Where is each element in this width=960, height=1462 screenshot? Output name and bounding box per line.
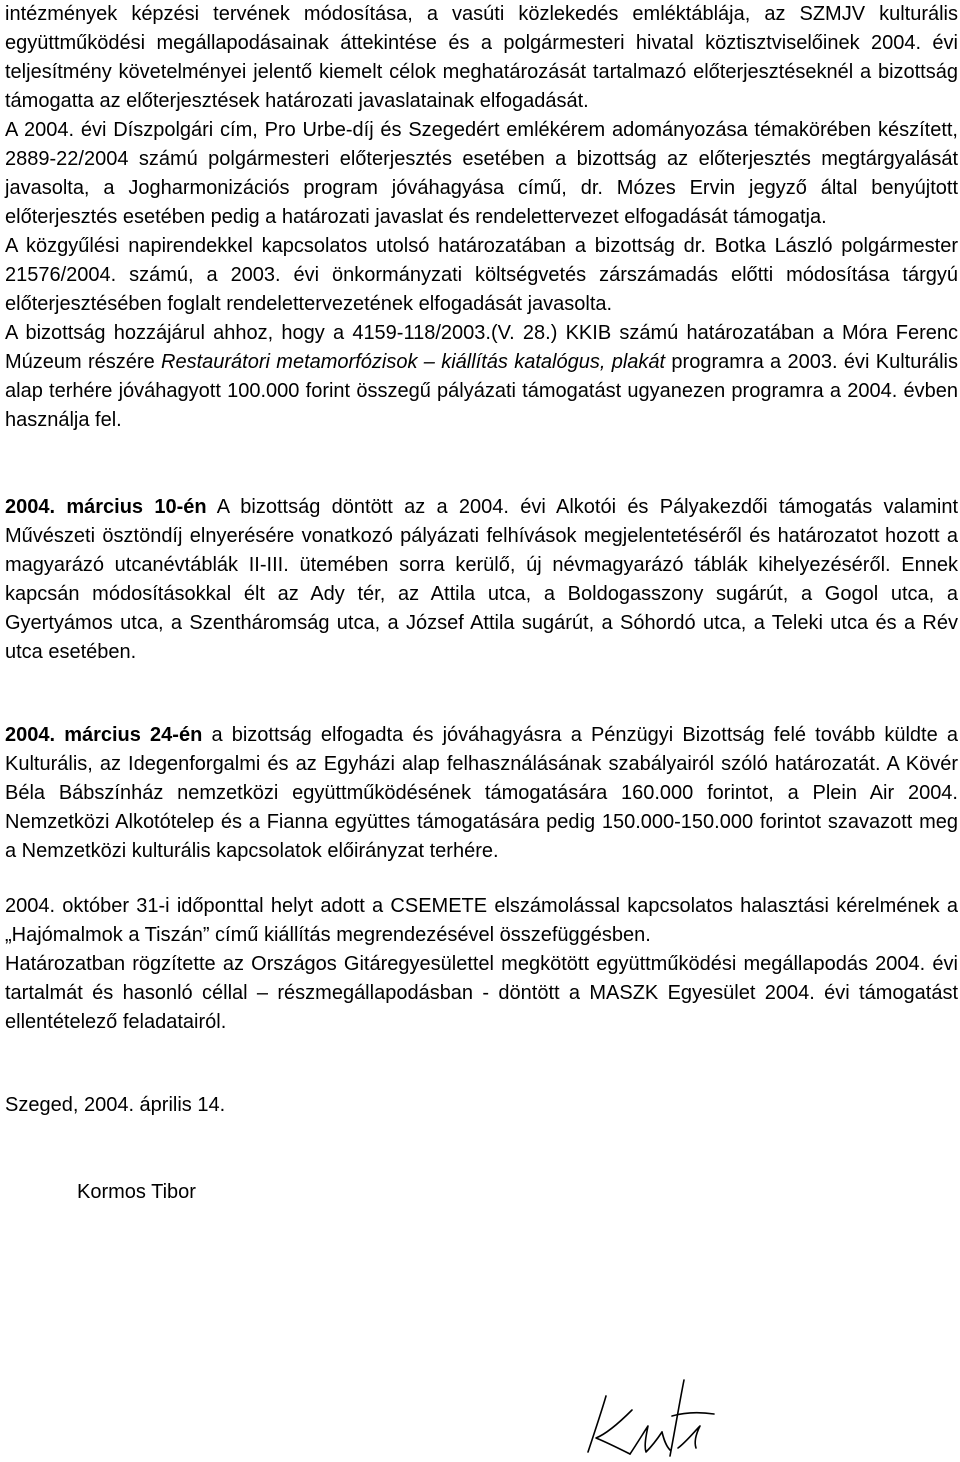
exhibition-title: Restaurátori metamorfózisok – kiállítás katalógus, plakát [161, 351, 666, 373]
spacer [5, 667, 958, 721]
spacer [5, 866, 958, 892]
place-and-date: Szeged, 2004. április 14. [5, 1094, 226, 1116]
spacer [5, 1037, 958, 1091]
spacer [5, 435, 958, 493]
paragraph-7: 2004. október 31-i időponttal helyt adott a CSEMETE elszámolással kapcsolatos halasztási kérelmének a „Hajómalmok a Tiszán” című kiállítás megrendezésével összefüggésben. [5, 895, 958, 946]
meeting-date-march-24: 2004. március 24-én [5, 724, 203, 746]
paragraph-6 [5, 721, 958, 866]
signatory-name: Kormos Tibor [77, 1181, 196, 1203]
paragraph-8: Határozatban rögzítette az Országos Gitáregyesülettel megkötött együttműködési megállapodás 2004. évi tartalmát és hasonló céllal – részmegállapodásban - döntött a MASZK Egyesület 2004. évi támogatást ellentételező feladatairól. [5, 953, 958, 1033]
paragraph-6-text: a bizottság elfogadta és jóváhagyásra a Pénzügyi Bizottság felé tovább küldte a Kulturális, az Idegenforgalmi és az Egyházi alap felhasználásának szabályairól szóló határozatát. A Kövér Béla Bábszínház nemzetközi együttműködésének támogatására 160.000 forintot, a Plein Air 2004. Nemzetközi Alkotótelep és a Fianna együttes támogatására pedig 150.000-150.000 forintot szavazott meg a Nemzetközi kulturális kapcsolatok előirányzat terhére. [5, 724, 959, 862]
paragraph-4 [5, 319, 958, 435]
spacer [5, 1120, 958, 1178]
paragraph-5-text: A bizottság döntött az a 2004. évi Alkotói és Pályakezdői támogatás valamint Művészeti ösztöndíj elnyerésére vonatkozó pályázati felhívások megjelentetéséről és határozatot hozott a magyarázó utcanévtáblák II-III. ütemében sorra kerülő, új névmagyarázó táblák kihelyezéséről. Ennek kapcsán módosításokkal élt az Ady tér, az Attila utca, a Boldogasszony sugárút, a Gogol utca, a Gyertyámos utca, a Szentháromság utca, a József Attila sugárút, a Sóhordó utca, a Teleki utca és a Rév utca esetében. [5, 496, 959, 663]
meeting-date-march-10: 2004. március 10-én [5, 496, 207, 518]
document-page [5, 0, 958, 1207]
paragraph-5 [5, 493, 958, 667]
paragraph-2: A 2004. évi Díszpolgári cím, Pro Urbe-díj és Szegedért emlékérem adományozása témakörében készített, 2889-22/2004 számú polgármesteri előterjesztés esetében a bizottság az előterjesztés megtárgyalását javasolta, a Jogharmonizációs program jóváhagyása című, dr. Mózes Ervin jegyző által benyújtott előterjesztés esetében pedig a határozati javaslat és rendelettervezet elfogadását támogatja. [5, 119, 958, 228]
paragraph-3: A közgyűlési napirendekkel kapcsolatos utolsó határozatában a bizottság dr. Botka László polgármester 21576/2004. számú, a 2003. évi önkormányzati költségvetés zárszámadás előtti módosítása tárgyú előterjesztésében foglalt rendelettervezetének elfogadását javasolta. [5, 235, 958, 315]
paragraph-1: intézmények képzési tervének módosítása, a vasúti közlekedés emléktáblája, az SZMJV kulturális együttműködési megállapodásainak áttekintése és a polgármesteri hivatal köztisztviselőinek 2004. évi teljesítmény követelményei jelentő kiemelt célok meghatározását tartalmazó előterjesztéseknél a bizottság támogatta az előterjesztések határozati javaslatainak elfogadását. [5, 3, 958, 112]
paragraph-4-text-b: programra a 2003. évi Kulturális alap terhére jóváhagyott 100.000 forint összegű pályázati támogatást ugyanezen programra a 2004. évben használja fel. [5, 351, 958, 431]
paragraph-4-text-a: A bizottság hozzájárul ahhoz, hogy a 4159-118/2003.(V. 28.) KKIB számú határozatában a Móra Ferenc Múzeum részére [5, 322, 958, 373]
handwritten-signature [582, 1376, 722, 1462]
